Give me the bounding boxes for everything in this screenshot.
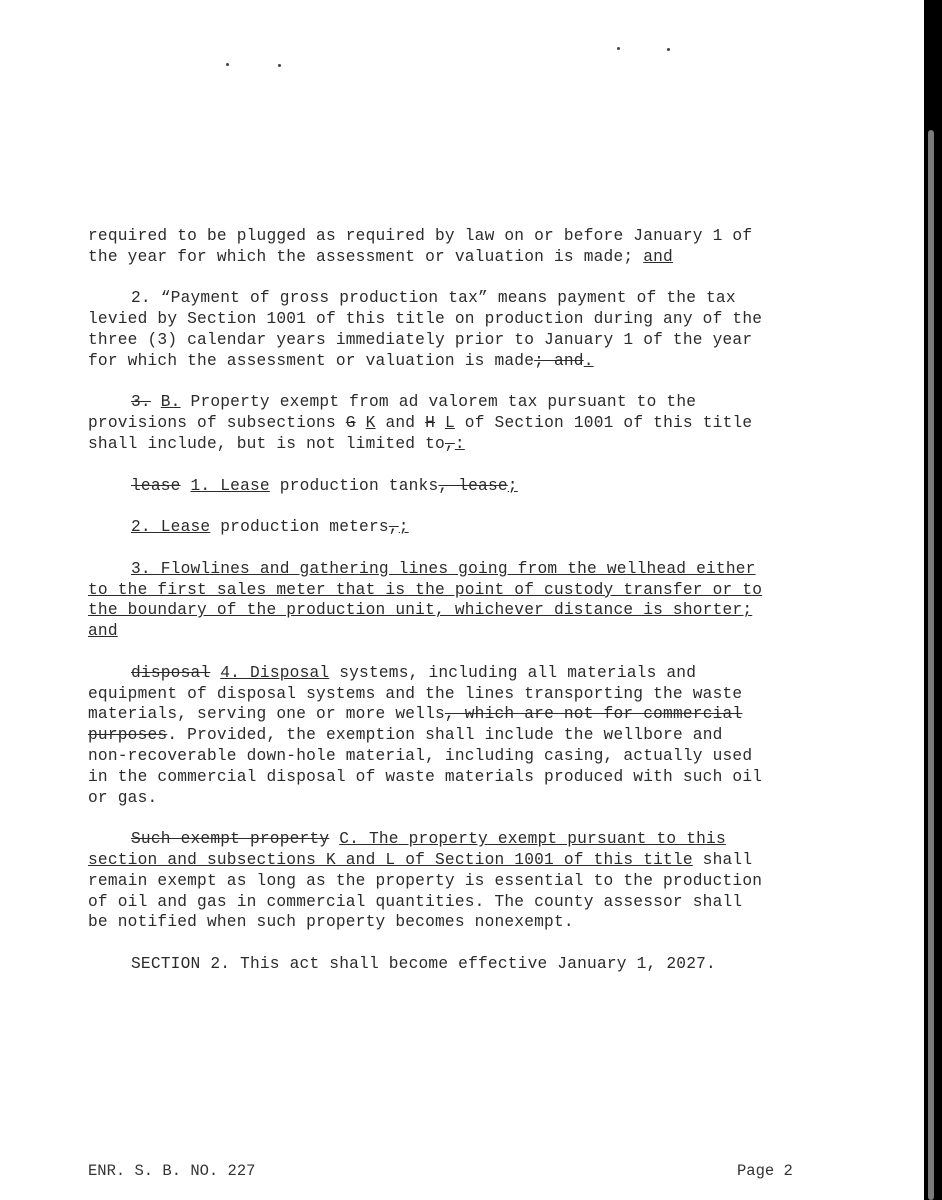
paragraph-item-2 bbox=[88, 517, 848, 538]
text-line bbox=[88, 392, 848, 413]
text-run bbox=[151, 393, 161, 411]
text-run bbox=[181, 477, 191, 495]
footer-bill-number: ENR. S. B. NO. 227 bbox=[88, 1162, 256, 1180]
scan-mark bbox=[617, 47, 620, 50]
struck-text: disposal bbox=[131, 663, 211, 682]
inserted-text: K bbox=[365, 414, 376, 433]
text-line bbox=[88, 600, 848, 621]
text-run: non-recoverable down-hole material, including casing, actually used bbox=[88, 746, 753, 765]
text-run: in the commercial disposal of waste materials produced with such oil bbox=[88, 767, 763, 786]
text-line bbox=[88, 247, 848, 268]
text-run: be notified when such property becomes nonexempt. bbox=[88, 913, 574, 932]
text-line bbox=[88, 351, 848, 372]
text-line bbox=[88, 226, 848, 247]
text-run bbox=[356, 414, 366, 432]
text-run: materials, serving one or more wells bbox=[88, 705, 445, 724]
scan-mark bbox=[226, 63, 229, 66]
bill-body bbox=[88, 226, 848, 995]
paragraph-continuation bbox=[88, 226, 848, 268]
inserted-text: ; bbox=[398, 518, 409, 537]
inserted-text: to the first sales meter that is the point of custody transfer or to bbox=[88, 580, 763, 599]
text-line bbox=[88, 476, 848, 497]
inserted-text: and bbox=[643, 247, 673, 266]
text-line bbox=[88, 829, 848, 850]
text-line bbox=[88, 663, 848, 684]
struck-text: 3. bbox=[131, 393, 151, 412]
text-run: for which the assessment or valuation is made bbox=[88, 351, 535, 370]
text-run: 2. “Payment of gross production tax” means payment of the tax bbox=[131, 289, 736, 308]
text-run: of Section 1001 of this title bbox=[454, 414, 753, 433]
text-run: levied by Section 1001 of this title on production during any of the bbox=[88, 310, 763, 329]
inserted-text: C. The property exempt pursuant to this bbox=[339, 830, 726, 849]
inserted-text: 1. Lease bbox=[190, 476, 270, 495]
text-line bbox=[88, 725, 848, 746]
text-line bbox=[88, 767, 848, 788]
struck-text: Such exempt property bbox=[131, 830, 330, 849]
text-run bbox=[435, 414, 445, 432]
struck-text: purposes bbox=[88, 726, 168, 745]
inserted-text: and bbox=[88, 622, 118, 641]
struck-text: lease bbox=[131, 476, 181, 495]
struck-text: , lease bbox=[438, 476, 508, 495]
text-run: required to be plugged as required by law on or before January 1 of bbox=[88, 227, 753, 245]
inserted-text: : bbox=[454, 434, 465, 453]
paragraph-item-3 bbox=[88, 559, 848, 642]
text-line bbox=[88, 413, 848, 434]
paragraph-gross-production-tax bbox=[88, 288, 848, 371]
text-line bbox=[88, 330, 848, 351]
text-run: . Provided, the exemption shall include the wellbore and bbox=[167, 726, 723, 745]
text-run: equipment of disposal systems and the lines transporting the waste bbox=[88, 684, 743, 703]
struck-text: G bbox=[345, 414, 356, 433]
text-line bbox=[88, 580, 848, 601]
text-line bbox=[88, 871, 848, 892]
text-line bbox=[88, 559, 848, 580]
struck-text: , bbox=[388, 518, 399, 537]
text-line bbox=[88, 704, 848, 725]
inserted-text: 4. Disposal bbox=[220, 663, 330, 682]
inserted-text: section and subsections K and L of Section 1001 of this title bbox=[88, 850, 693, 869]
text-line bbox=[88, 288, 848, 309]
paragraph-item-4 bbox=[88, 663, 848, 809]
text-run: of oil and gas in commercial quantities. The county assessor shall bbox=[88, 892, 743, 911]
text-run: Property exempt from ad valorem tax pursuant to the bbox=[180, 393, 697, 412]
struck-text: ; and bbox=[534, 351, 584, 370]
text-line bbox=[88, 912, 848, 933]
text-run: three (3) calendar years immediately prior to January 1 of the year bbox=[88, 330, 753, 349]
text-line bbox=[88, 788, 848, 809]
text-run bbox=[329, 830, 339, 848]
text-line bbox=[88, 746, 848, 767]
text-run: provisions of subsections bbox=[88, 414, 346, 433]
inserted-text: the boundary of the production unit, whichever distance is shorter; bbox=[88, 601, 753, 620]
paragraph-subsection-b bbox=[88, 392, 848, 454]
inserted-text: L bbox=[444, 414, 455, 433]
text-line bbox=[88, 517, 848, 538]
struck-text: H bbox=[425, 414, 436, 433]
text-line bbox=[88, 684, 848, 705]
struck-text: , bbox=[444, 434, 455, 453]
text-run: and bbox=[375, 414, 426, 433]
footer-page-number: Page 2 bbox=[737, 1162, 793, 1180]
text-run: or gas. bbox=[88, 788, 158, 807]
text-run: the year for which the assessment or valuation is made; bbox=[88, 247, 644, 266]
text-run bbox=[210, 664, 220, 682]
inserted-text: ; bbox=[507, 476, 518, 495]
paragraph-item-1 bbox=[88, 476, 848, 497]
text-run: shall bbox=[692, 850, 753, 869]
scan-mark bbox=[667, 48, 670, 51]
text-line bbox=[88, 892, 848, 913]
inserted-text: B. bbox=[160, 393, 181, 412]
scrollbar-thumb[interactable] bbox=[928, 130, 934, 1200]
paragraph-subsection-c bbox=[88, 829, 848, 933]
text-run: remain exempt as long as the property is essential to the production bbox=[88, 871, 763, 890]
text-line bbox=[88, 434, 848, 455]
inserted-text: 3. Flowlines and gathering lines going from the wellhead either bbox=[131, 559, 756, 578]
text-run: production tanks bbox=[269, 476, 439, 495]
inserted-text: 2. Lease bbox=[131, 518, 211, 537]
text-run: systems, including all materials and bbox=[329, 663, 697, 682]
text-run: SECTION 2. This act shall become effective January 1, 2027. bbox=[131, 954, 716, 973]
struck-text: , which are not for commercial bbox=[444, 705, 743, 724]
text-line bbox=[88, 309, 848, 330]
paragraph-section-2 bbox=[88, 954, 848, 975]
inserted-text: . bbox=[583, 351, 594, 370]
text-run: shall include, but is not limited to bbox=[88, 434, 445, 453]
text-line bbox=[88, 850, 848, 871]
scan-mark bbox=[278, 64, 281, 67]
text-line bbox=[88, 621, 848, 642]
text-line bbox=[88, 954, 848, 975]
text-run: production meters bbox=[210, 518, 389, 537]
